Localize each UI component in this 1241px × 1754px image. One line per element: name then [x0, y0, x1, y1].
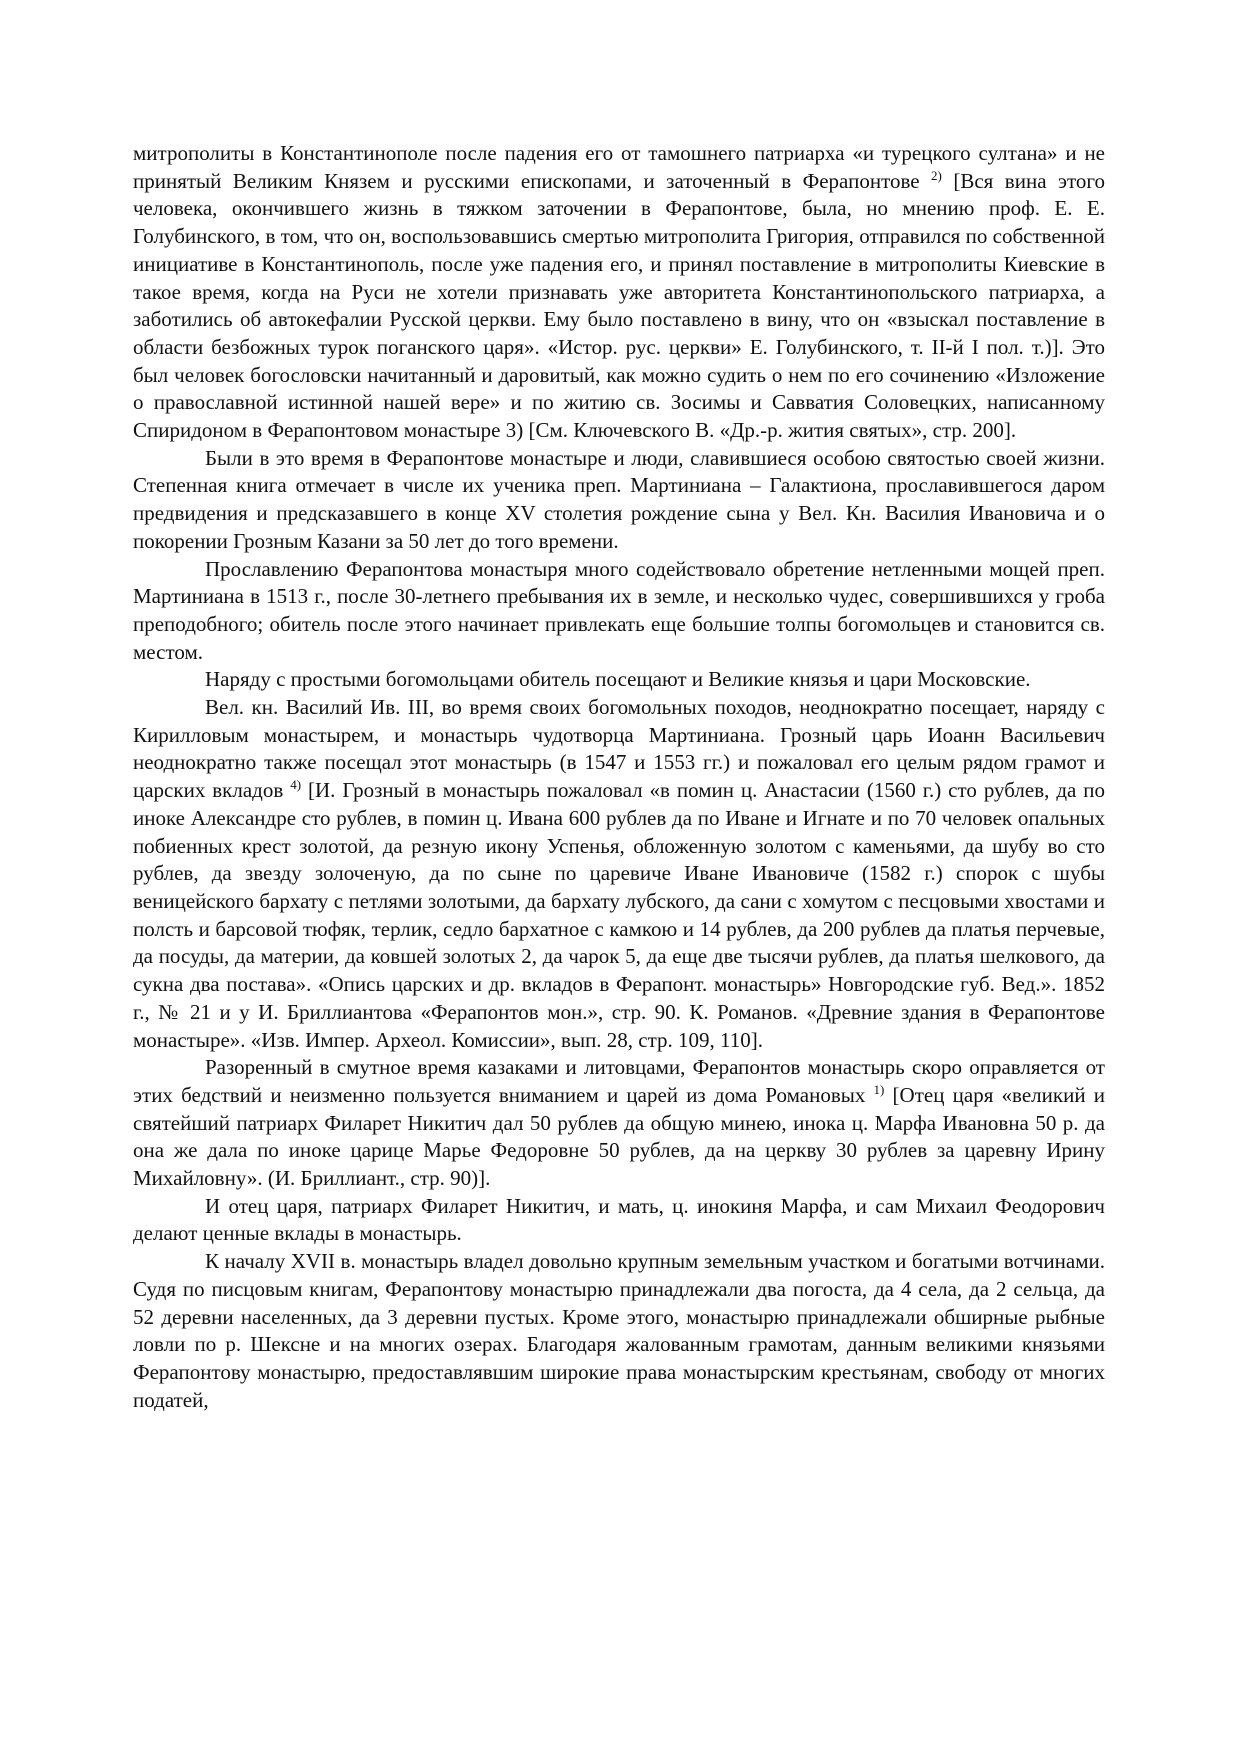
text-run: [Вся вина этого человека, окончившего жизнь в тяжком заточении в Ферапонтове, была, но мнению проф. Е. Е. Голубинского, в том, что он, воспользовавшись смертью митрополита Григория, отправился по собственной инициативе в Константинополь, после уже падения его, и принял поставление в митрополиты Киевские в такое время, когда на Руси не хотели признавать уже авторитета Константинопольского патриарха, а заботились об автокефалии Русской церкви. Ему было поставлено в вину, что он «взыскал поставление в области безбожных турок поганского царя». «Истор. рус. церкви» Е. Голубинского, т. II-й I пол. т.)]. Это был человек богословски начитанный и даровитый, как можно судить о нем по его сочинению «Изложение о православной истинной нашей вере» и по житию св. Зосимы и Савватия Соловецких, написанному Спиридоном в Ферапонтовом монастыре 3) [См. Ключевского В. «Др.-р. жития святых», стр. 200]. — [133, 168, 1105, 443]
text-run: Вел. кн. Василий Ив. III, во время своих богомольных походов, неоднократно посещает, наряду с Кирилловым монастырем, и монастырь чудотворца Мартиниана. Грозный царь Иоанн Васильевич неоднократно также посещал этот монастырь (в 1547 и 1553 гг.) и пожаловал его целым рядом грамот и царских вкладов — [133, 695, 1105, 803]
footnote-ref-2: 2) — [931, 167, 942, 183]
text-run: митрополиты в Константинополе после падения его от тамошнего патриарха «и турецкого султана» и не принятый Великим Князем и русскими епископами, и заточенный в Ферапонтове — [133, 141, 1105, 193]
paragraph-2 — [133, 445, 1105, 556]
paragraph-3 — [133, 556, 1105, 667]
text-run: Разоренный в смутное время казаками и литовцами, Ферапонтов монастырь скоро оправляется от этих бедствий и неизменно пользуется вниманием и царей из дома Романовых — [133, 1055, 1105, 1107]
text-run: И отец царя, патриарх Филарет Никитич, и мать, ц. инокиня Марфа, и сам Михаил Феодорович делают ценные вклады в монастырь. — [133, 1193, 1105, 1246]
paragraph-6 — [133, 1054, 1105, 1193]
footnote-ref-4: 4) — [290, 777, 302, 793]
text-run: Прославлению Ферапонтова монастыря много содействовало обретение нетленными мощей преп. Мартиниана в 1513 г., после 30-летнего пребывания их в земле, и несколько чудес, совершившихся у гроба преподобного; обитель после этого начинает привлекать еще большие толпы богомольцев и становится св. местом. — [133, 556, 1105, 664]
paragraph-4 — [133, 666, 1105, 694]
text-run: Были в это время в Ферапонтове монастыре и люди, славившиеся особою святостью своей жизни. Степенная книга отмечает в числе их ученика преп. Мартиниана – Галактиона, прославившегося даром предвидения и предсказавшего в конце XV столетия рождение сына у Вел. Кн. Василия Ивановича и о покорении Грозным Казани за 50 лет до того времени. — [133, 445, 1105, 553]
text-run: [И. Грозный в монастырь пожаловал «в помин ц. Анастасии (1560 г.) сто рублев, да по иноке Александре сто рублев, в помин ц. Ивана 600 рублев да по Иване и Игнате и по 70 человек опальных побиенных крест золотой, да резную икону Успенья, обложенную золотом с каменьями, да шубу во сто рублев, да звезду золоченую, да по сыне по царевиче Иване Ивановиче (1582 г.) спорок с шубы веницейского бархату с петлями золотыми, да бархату лубского, да сани с хомутом с песцовыми хвостами и полсть и барсовой тюфяк, терлик, седло бархатное с камкою и 14 рублев, да 200 рублев да платья перчевые, да посуды, да материи, да ковшей золотых 2, да чарок 5, да еще две тысячи рублев, да платья шелкового, да сукна два постава». «Опись царских и др. вкладов в Ферапонт. монастырь» Новгородские губ. Вед.». 1852 г., № 21 и у И. Бриллиантова «Ферапонтов мон.», стр. 90. К. Романов. «Древние здания в Ферапонтове монастыре». «Изв. Импер. Археол. Комиссии», вып. 28, стр. 109, 110]. — [133, 778, 1105, 1052]
text-run: К началу XVII в. монастырь владел довольно крупным земельным участком и богатыми вотчинами. Судя по писцовым книгам, Ферапонтову монастырю принадлежали два погоста, да 4 села, да 2 сельца, да 52 деревни населенных, да 3 деревни пустых. Кроме этого, монастырю принадлежали обширные рыбные ловли по р. Шексне и на многих озерах. Благодаря жалованным грамотам, данным великими князьями Ферапонтову монастырю, предоставлявшим широкие права монастырским крестьянам, свободу от многих податей, — [133, 1249, 1105, 1412]
text-run: [Отец царя «великий и святейший патриарх Филарет Никитич дал 50 рублев да общую минею, инока ц. Марфа Ивановна 50 р. да она же дала по иноке царице Марье Федоровне 50 рублев, да на церкву 30 рублев за царевну Ирину Михайловну». (И. Бриллиант., стр. 90)]. — [133, 1082, 1105, 1191]
text-run: Наряду с простыми богомольцами обитель посещают и Великие князья и цари Московские. — [205, 667, 1031, 692]
paragraph-8 — [133, 1248, 1105, 1414]
paragraph-7 — [133, 1193, 1105, 1248]
footnote-ref-1: 1) — [873, 1081, 885, 1097]
paragraph-1 — [133, 140, 1105, 445]
document-page — [133, 140, 1105, 1414]
paragraph-5 — [133, 694, 1105, 1054]
